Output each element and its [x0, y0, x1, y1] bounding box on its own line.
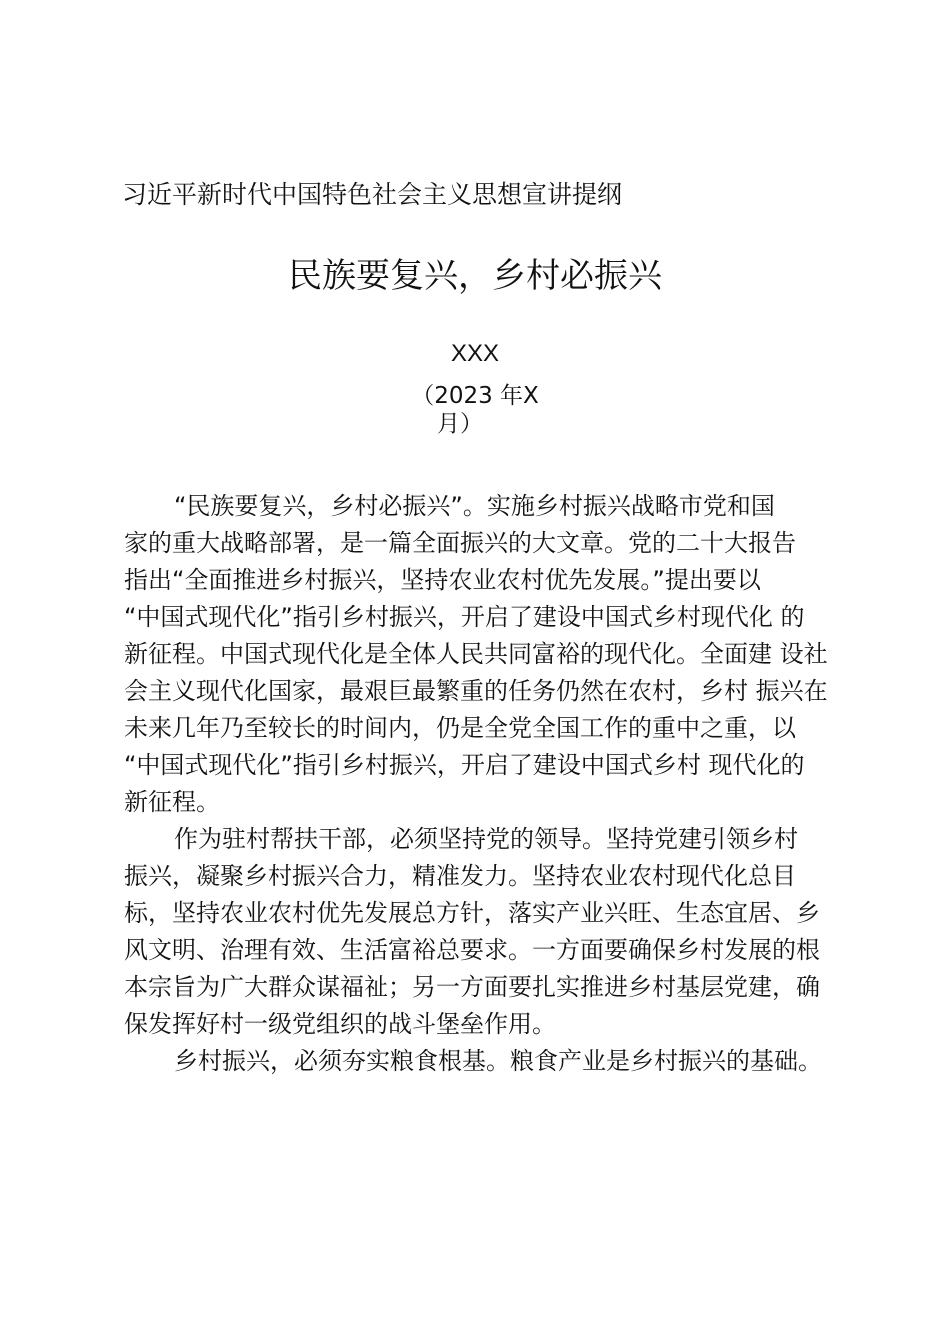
paragraph-line: 标，坚持农业农村优先发展总方针，落实产业兴旺、生态宜居、乡: [124, 899, 820, 927]
paragraph-line: 振兴，凝聚乡村振兴合力，精准发力。坚持农业农村现代化总目: [124, 862, 796, 890]
paragraph-line: “中国式现代化”指引乡村振兴，开启了建设中国式乡村现代化 的: [124, 603, 805, 631]
paragraph-line: 乡村振兴，必须夯实粮食根基。粮食产业是乡村振兴的基础。: [174, 1047, 822, 1075]
date-line-2: 月）: [437, 411, 483, 437]
paragraph-line: 会主义现代化国家，最艰巨最繁重的任务仍然在农村，乡村 振兴在: [124, 677, 828, 705]
paragraph-2: [124, 821, 834, 1043]
date: [0, 382, 950, 438]
author: XXX: [450, 340, 500, 367]
paragraph-line: 未来几年乃至较长的时间内，仍是全党全国工作的重中之重，以: [124, 714, 796, 742]
paragraph-line: 家的重大战略部署，是一篇全面振兴的大文章。党的二十大报告: [124, 529, 796, 557]
paragraph-line: 本宗旨为广大群众谋福祉；另一方面要扎实推进乡村基层党建，确: [124, 973, 820, 1001]
paragraph-line: 作为驻村帮扶干部，必须坚持党的领导。坚持党建引领乡村: [174, 825, 798, 853]
body-text: [124, 488, 834, 1080]
paragraph-line: “中国式现代化”指引乡村振兴，开启了建设中国式乡村 现代化的: [124, 751, 805, 779]
paragraph-line: 新征程。中国式现代化是全体人民共同富裕的现代化。全面建 设社: [124, 640, 828, 668]
paragraph-1: [124, 488, 834, 821]
paragraph-line: 保发挥好村一级党组织的战斗堡垒作用。: [124, 1010, 556, 1038]
paragraph-3: [124, 1043, 834, 1080]
series-title: 习近平新时代中国特色社会主义思想宣讲提纲: [122, 180, 623, 209]
paragraph-line: 指出“全面推进乡村振兴，坚持农业农村优先发展。”提出要以: [124, 566, 761, 594]
date-line-1: （2023 年X: [411, 383, 539, 409]
paragraph-line: 新征程。: [124, 788, 220, 816]
paragraph-line: 风文明、治理有效、生活富裕总要求。一方面要确保乡村发展的根: [124, 936, 820, 964]
document-title: 民族要复兴，乡村必振兴: [288, 256, 662, 296]
paragraph-line: “民族要复兴，乡村必振兴”。实施乡村振兴战略市党和国: [174, 492, 775, 520]
